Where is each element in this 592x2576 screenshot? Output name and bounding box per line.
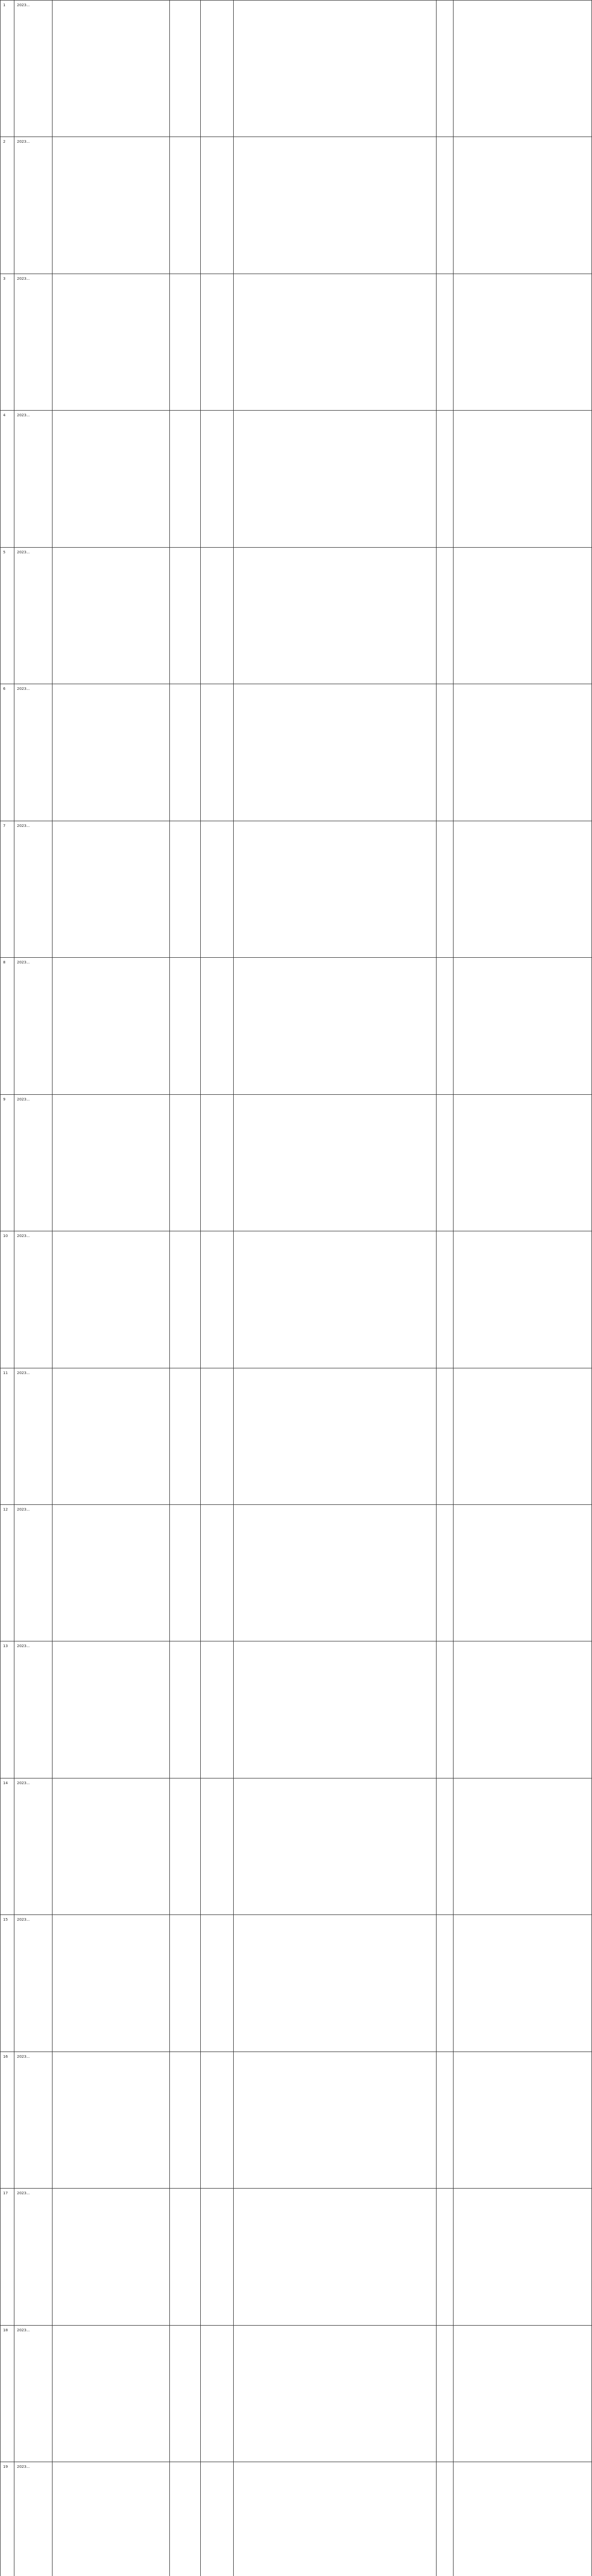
cell-place bbox=[170, 137, 201, 274]
cell-no: 16 bbox=[1, 2052, 14, 2188]
cell-question bbox=[53, 411, 170, 547]
cell-place bbox=[170, 2052, 201, 2188]
cell-who bbox=[201, 2462, 234, 2576]
table-row bbox=[1, 2189, 592, 2325]
cell-status bbox=[453, 958, 591, 1094]
cell-id: 2023... bbox=[14, 684, 53, 821]
cell-id: 2023... bbox=[14, 1915, 53, 2052]
cell-id: 2023... bbox=[14, 821, 53, 957]
cell-status bbox=[453, 1915, 591, 2052]
cell-date bbox=[436, 1094, 453, 1231]
cell-reply bbox=[234, 2462, 436, 2576]
cell-date bbox=[436, 2189, 453, 2325]
cell-id: 2023... bbox=[14, 1778, 53, 1914]
cell-who bbox=[201, 821, 234, 957]
table-body bbox=[1, 1, 592, 2576]
cell-id: 2023... bbox=[14, 1504, 53, 1641]
cell-question bbox=[53, 821, 170, 957]
cell-who bbox=[201, 1641, 234, 1778]
cell-place bbox=[170, 2462, 201, 2576]
cell-status bbox=[453, 411, 591, 547]
cell-reply bbox=[234, 2189, 436, 2325]
table-row bbox=[1, 1915, 592, 2052]
cell-place bbox=[170, 1231, 201, 1368]
table-row bbox=[1, 684, 592, 821]
table-row bbox=[1, 821, 592, 957]
cell-id: 2023... bbox=[14, 1368, 53, 1504]
cell-reply bbox=[234, 958, 436, 1094]
cell-id: 2023... bbox=[14, 411, 53, 547]
cell-no: 2 bbox=[1, 137, 14, 274]
cell-status bbox=[453, 274, 591, 410]
cell-reply bbox=[234, 1094, 436, 1231]
cell-place bbox=[170, 958, 201, 1094]
cell-status bbox=[453, 1778, 591, 1914]
cell-reply bbox=[234, 821, 436, 957]
cell-date bbox=[436, 1231, 453, 1368]
cell-status bbox=[453, 1504, 591, 1641]
cell-who bbox=[201, 1504, 234, 1641]
cell-reply bbox=[234, 1231, 436, 1368]
cell-reply bbox=[234, 137, 436, 274]
cell-date bbox=[436, 1915, 453, 2052]
table-row bbox=[1, 411, 592, 547]
cell-id: 2023... bbox=[14, 2189, 53, 2325]
cell-reply bbox=[234, 1778, 436, 1914]
cell-place bbox=[170, 1368, 201, 1504]
cell-who bbox=[201, 1368, 234, 1504]
cell-place bbox=[170, 547, 201, 684]
cell-place bbox=[170, 2325, 201, 2462]
cell-no: 18 bbox=[1, 2325, 14, 2462]
cell-status bbox=[453, 684, 591, 821]
cell-no: 19 bbox=[1, 2462, 14, 2576]
cell-id: 2023... bbox=[14, 1231, 53, 1368]
cell-date bbox=[436, 1778, 453, 1914]
table-row bbox=[1, 1641, 592, 1778]
cell-place bbox=[170, 1915, 201, 2052]
cell-date bbox=[436, 1641, 453, 1778]
cell-reply bbox=[234, 2052, 436, 2188]
cell-date bbox=[436, 411, 453, 547]
cell-who bbox=[201, 2325, 234, 2462]
cell-question bbox=[53, 1231, 170, 1368]
cell-question bbox=[53, 1504, 170, 1641]
cell-date bbox=[436, 821, 453, 957]
cell-status bbox=[453, 821, 591, 957]
table-row bbox=[1, 2052, 592, 2188]
cell-place bbox=[170, 1641, 201, 1778]
cell-who bbox=[201, 411, 234, 547]
cell-no: 4 bbox=[1, 411, 14, 547]
cell-question bbox=[53, 274, 170, 410]
cell-who bbox=[201, 1094, 234, 1231]
cell-reply bbox=[234, 1915, 436, 2052]
cell-place bbox=[170, 1504, 201, 1641]
cell-no: 9 bbox=[1, 1094, 14, 1231]
cell-reply bbox=[234, 684, 436, 821]
cell-who bbox=[201, 547, 234, 684]
table-row bbox=[1, 2462, 592, 2576]
table-row bbox=[1, 1778, 592, 1914]
cell-id: 2023... bbox=[14, 137, 53, 274]
cell-status bbox=[453, 2189, 591, 2325]
cell-id: 2023... bbox=[14, 274, 53, 410]
cell-question bbox=[53, 1368, 170, 1504]
cell-place bbox=[170, 411, 201, 547]
cell-question bbox=[53, 684, 170, 821]
table-row bbox=[1, 1094, 592, 1231]
table-row bbox=[1, 958, 592, 1094]
cell-no: 14 bbox=[1, 1778, 14, 1914]
cell-date bbox=[436, 137, 453, 274]
cell-id: 2023... bbox=[14, 1094, 53, 1231]
cell-status bbox=[453, 547, 591, 684]
cell-date bbox=[436, 1368, 453, 1504]
cell-place bbox=[170, 684, 201, 821]
cell-question bbox=[53, 1094, 170, 1231]
cell-no: 12 bbox=[1, 1504, 14, 1641]
cell-status bbox=[453, 2052, 591, 2188]
cell-status bbox=[453, 1641, 591, 1778]
cell-date bbox=[436, 2052, 453, 2188]
table-row bbox=[1, 137, 592, 274]
table-row bbox=[1, 1231, 592, 1368]
cell-who bbox=[201, 2189, 234, 2325]
cell-id: 2023... bbox=[14, 547, 53, 684]
table-row bbox=[1, 2325, 592, 2462]
cell-no: 10 bbox=[1, 1231, 14, 1368]
cell-place bbox=[170, 1, 201, 137]
cell-place bbox=[170, 274, 201, 410]
cell-status bbox=[453, 137, 591, 274]
cell-no: 8 bbox=[1, 958, 14, 1094]
cell-status bbox=[453, 2462, 591, 2576]
cell-status bbox=[453, 2325, 591, 2462]
cell-question bbox=[53, 2325, 170, 2462]
cell-no: 3 bbox=[1, 274, 14, 410]
cell-place bbox=[170, 1094, 201, 1231]
cell-reply bbox=[234, 547, 436, 684]
cell-question bbox=[53, 958, 170, 1094]
cell-reply bbox=[234, 1368, 436, 1504]
cell-date bbox=[436, 547, 453, 684]
cell-question bbox=[53, 2189, 170, 2325]
cell-question bbox=[53, 2462, 170, 2576]
cell-no: 1 bbox=[1, 1, 14, 137]
cell-no: 17 bbox=[1, 2189, 14, 2325]
table-row bbox=[1, 547, 592, 684]
table-row bbox=[1, 1, 592, 137]
cell-reply bbox=[234, 1641, 436, 1778]
cell-reply bbox=[234, 274, 436, 410]
cell-no: 15 bbox=[1, 1915, 14, 2052]
cell-who bbox=[201, 274, 234, 410]
cell-id: 2023... bbox=[14, 2052, 53, 2188]
cell-who bbox=[201, 1231, 234, 1368]
cell-status bbox=[453, 1, 591, 137]
cell-who bbox=[201, 2052, 234, 2188]
cell-reply bbox=[234, 411, 436, 547]
cell-place bbox=[170, 821, 201, 957]
cell-date bbox=[436, 274, 453, 410]
cell-question bbox=[53, 1915, 170, 2052]
cell-status bbox=[453, 1094, 591, 1231]
cell-who bbox=[201, 1, 234, 137]
cell-no: 11 bbox=[1, 1368, 14, 1504]
table-row bbox=[1, 1368, 592, 1504]
cell-question bbox=[53, 1, 170, 137]
cell-id: 2023... bbox=[14, 1641, 53, 1778]
cell-who bbox=[201, 684, 234, 821]
cell-date bbox=[436, 1, 453, 137]
cell-who bbox=[201, 1915, 234, 2052]
cell-no: 5 bbox=[1, 547, 14, 684]
cell-no: 13 bbox=[1, 1641, 14, 1778]
cell-status bbox=[453, 1368, 591, 1504]
table-row bbox=[1, 274, 592, 410]
cell-reply bbox=[234, 2325, 436, 2462]
cell-id: 2023... bbox=[14, 2462, 53, 2576]
cell-who bbox=[201, 958, 234, 1094]
cell-no: 7 bbox=[1, 821, 14, 957]
cell-question bbox=[53, 2052, 170, 2188]
cell-who bbox=[201, 137, 234, 274]
cell-date bbox=[436, 2462, 453, 2576]
cell-id: 2023... bbox=[14, 958, 53, 1094]
cell-place bbox=[170, 1778, 201, 1914]
cell-question bbox=[53, 137, 170, 274]
table-row bbox=[1, 1504, 592, 1641]
cell-who bbox=[201, 1778, 234, 1914]
cell-date bbox=[436, 1504, 453, 1641]
cell-reply bbox=[234, 1504, 436, 1641]
cell-id: 2023... bbox=[14, 2325, 53, 2462]
cell-question bbox=[53, 1778, 170, 1914]
cell-status bbox=[453, 1231, 591, 1368]
cell-place bbox=[170, 2189, 201, 2325]
cell-no: 6 bbox=[1, 684, 14, 821]
cell-id: 2023... bbox=[14, 1, 53, 137]
cell-question bbox=[53, 1641, 170, 1778]
cell-reply bbox=[234, 1, 436, 137]
cell-date bbox=[436, 684, 453, 821]
cell-question bbox=[53, 547, 170, 684]
cell-date bbox=[436, 2325, 453, 2462]
cell-date bbox=[436, 958, 453, 1094]
